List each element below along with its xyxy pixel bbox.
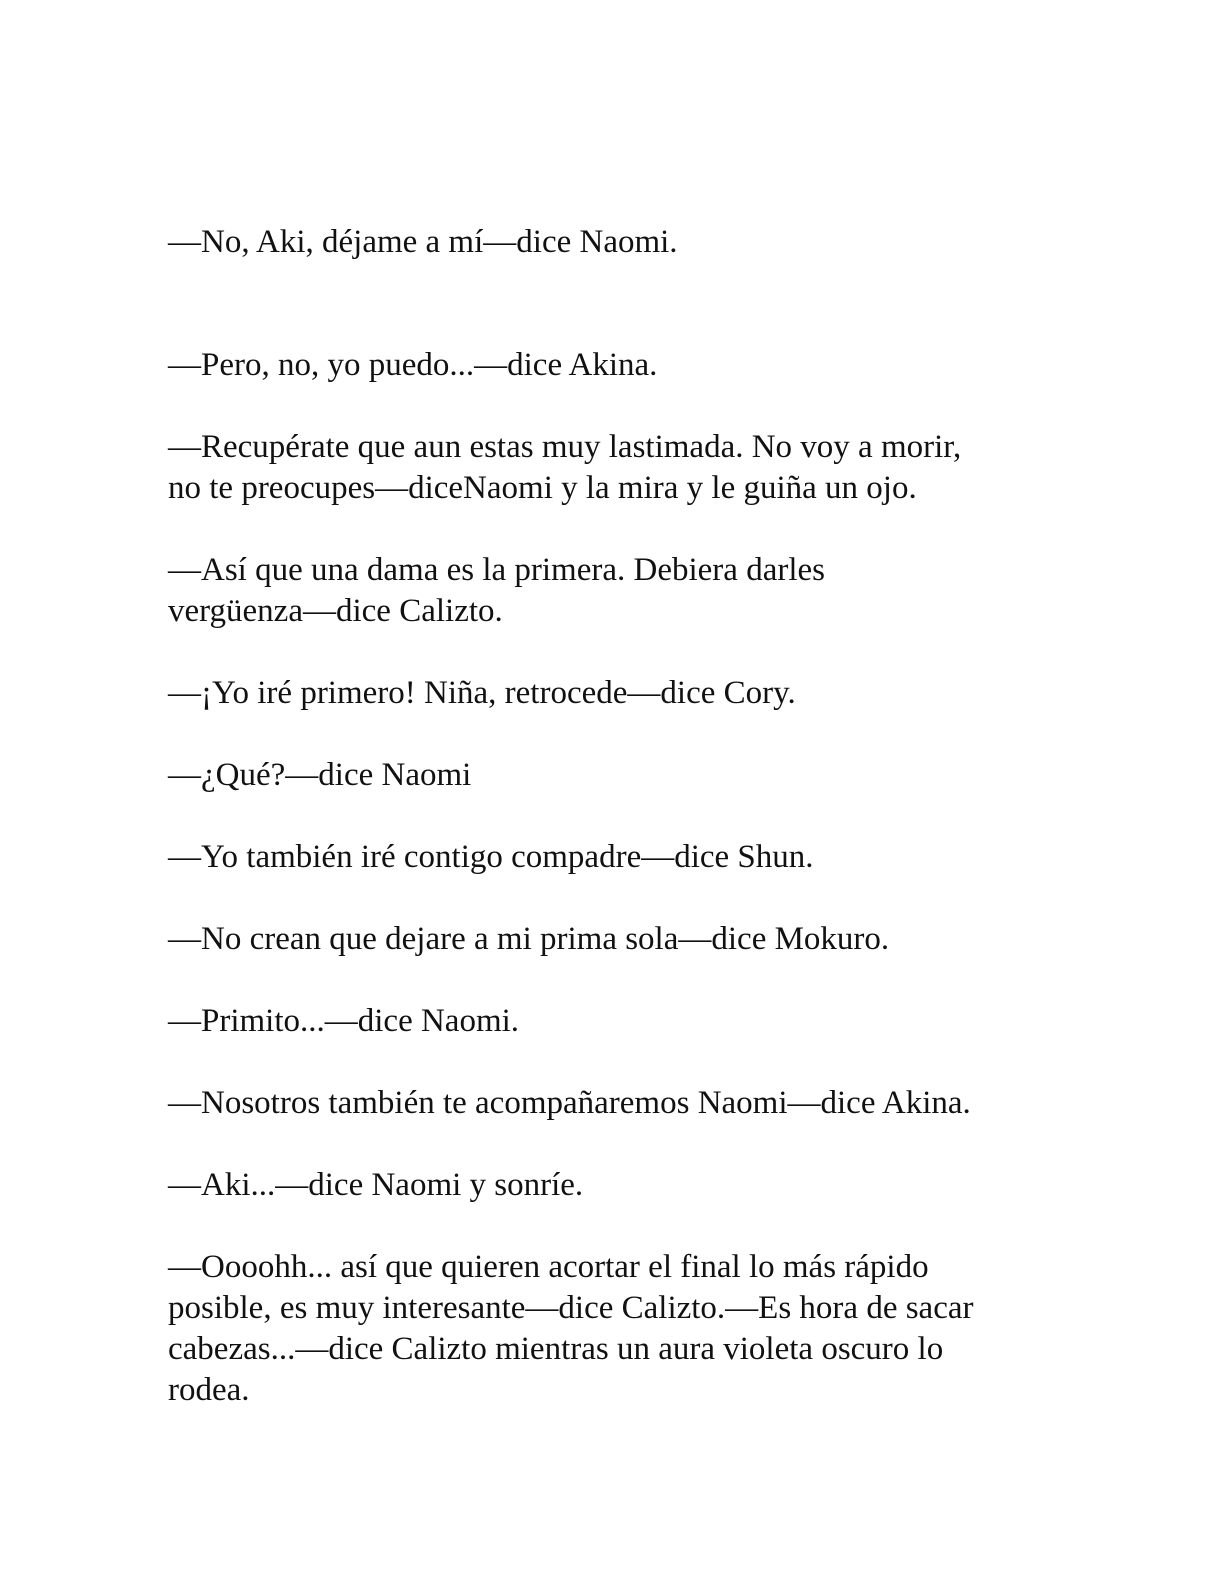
text-line: —Yo también iré contigo compadre—dice Shun. bbox=[168, 839, 814, 875]
paragraph bbox=[168, 837, 1068, 878]
text-line: no te preocupes—diceNaomi y la mira y le guiña un ojo. bbox=[168, 470, 917, 506]
text-line: —Así que una dama es la primera. Debiera darles bbox=[168, 552, 825, 588]
paragraph bbox=[168, 673, 1068, 714]
paragraph bbox=[168, 427, 1068, 509]
text-line: —Nosotros también te acompañaremos Naomi—dice Akina. bbox=[168, 1085, 971, 1121]
paragraph bbox=[168, 755, 1068, 796]
paragraph bbox=[168, 345, 1068, 386]
text-line: cabezas...—dice Calizto mientras un aura violeta oscuro lo bbox=[168, 1331, 944, 1367]
text-line: rodea. bbox=[168, 1372, 250, 1408]
paragraph bbox=[168, 222, 1068, 263]
paragraph bbox=[168, 1001, 1068, 1042]
text-line: —No crean que dejare a mi prima sola—dice Mokuro. bbox=[168, 921, 890, 957]
paragraph bbox=[168, 1247, 1068, 1411]
paragraph bbox=[168, 1165, 1068, 1206]
paragraph bbox=[168, 1083, 1068, 1124]
text-line: —Recupérate que aun estas muy lastimada. No voy a morir, bbox=[168, 429, 962, 465]
text-line: —Primito...—dice Naomi. bbox=[168, 1003, 520, 1039]
text-line: vergüenza—dice Calizto. bbox=[168, 593, 503, 629]
document-body bbox=[168, 222, 1068, 1452]
paragraph bbox=[168, 919, 1068, 960]
text-line: posible, es muy interesante—dice Calizto.—Es hora de sacar bbox=[168, 1290, 974, 1326]
text-line: —Pero, no, yo puedo...—dice Akina. bbox=[168, 347, 658, 383]
text-line: —¡Yo iré primero! Niña, retrocede—dice Cory. bbox=[168, 675, 796, 711]
text-line: —Oooohh... así que quieren acortar el final lo más rápido bbox=[168, 1249, 929, 1285]
text-line: —No, Aki, déjame a mí—dice Naomi. bbox=[168, 224, 678, 260]
paragraph bbox=[168, 550, 1068, 632]
text-line: —Aki...—dice Naomi y sonríe. bbox=[168, 1167, 584, 1203]
text-line: —¿Qué?—dice Naomi bbox=[168, 757, 472, 793]
